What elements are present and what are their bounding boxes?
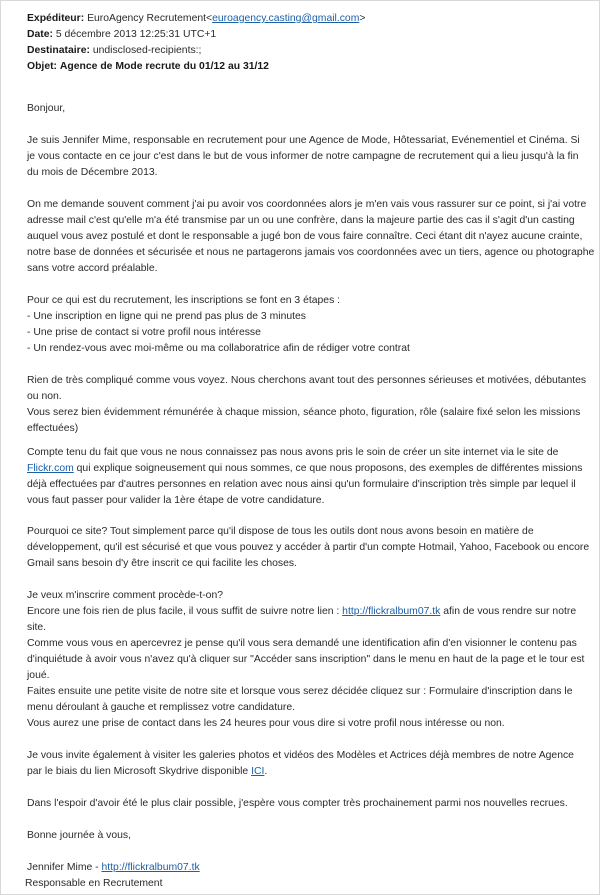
from-email-link[interactable]: euroagency.casting@gmail.com — [212, 13, 360, 24]
p1-line: Je suis Jennifer Mime, responsable en recrutement pour une Agence de Mode, Hôtessariat, Evénementiel et Cinéma. Si — [27, 135, 580, 146]
p7-line: site. — [27, 622, 47, 633]
p6-line: Gmail sans besoin d'y être inscrit ce qui facilite les choses. — [27, 558, 297, 569]
p1-line: je vous contacte en ce jour c'est dans le but de vous informer de notre campagne de recrutement qui a lieu jusqu'à la fin — [27, 151, 579, 162]
from-label: Expéditeur: — [27, 13, 85, 24]
p8-line-with-link — [27, 764, 267, 780]
p2-line: adresse mail c'est qu'elle m'a été transmise par un ou une confrère, dans la majeure partie des cas il s'agit d'un casting — [27, 215, 575, 226]
p3-line: Pour ce qui est du recrutement, les inscriptions se font en 3 étapes : — [27, 295, 341, 306]
p7-line: menu déroulant à gauche et remplissez votre candidature. — [27, 702, 296, 713]
p4-line: effectuées) — [27, 423, 79, 434]
to-label: Destinataire: — [27, 45, 90, 56]
p7-line: Vous aurez une prise de contact dans les 24 heures pour vous dire si votre profil nous intéresse ou non. — [27, 718, 505, 729]
p2-line: On me demande souvent comment j'ai pu avoir vos coordonnées alors je m'en vais vous rassurer sur ce point, si j'ai votre — [27, 199, 587, 210]
p7-line-with-link — [27, 604, 576, 620]
p8-line-text: par le biais du lien Microsoft Skydrive disponible — [27, 766, 252, 777]
p5-line: déjà effectuées par d'autres personnes en relation avec nous ainsi qu'un formulaire d'inscription très simple par lequel il — [27, 479, 576, 490]
p6-line: développement, qu'il est sécurisé et que vous pouvez y accéder à partir d'un compte Hotmail, Yahoo, Facebook ou encore — [27, 542, 590, 553]
signature-name-line — [27, 860, 200, 876]
closing: Bonne journée à vous, — [27, 830, 131, 841]
signature-name: Jennifer Mime - — [27, 862, 102, 873]
p2-line: notre base de données et sécurisée et nous ne partagerons jamais vos coordonnées avec un tiers, agence ou photographe — [27, 247, 595, 258]
p7-line-text: Encore une fois rien de plus facile, il vous suffit de suivre notre lien : — [27, 606, 343, 617]
subject-value: Agence de Mode recrute du 01/12 au 31/12 — [59, 61, 269, 72]
header-to — [27, 43, 201, 59]
header-from: Expéditeur: EuroAgency Recrutement<euroagency.casting@gmail.com> — [27, 13, 366, 24]
p2-line: sans votre accord préalable. — [27, 263, 158, 274]
p4-line: Rien de très compliqué comme vous voyez. Nous cherchons avant tout des personnes sérieuses et motivées, débutantes — [27, 375, 587, 386]
header-date — [27, 27, 216, 43]
p5-line-with-link — [27, 461, 582, 477]
p9-line: Dans l'espoir d'avoir été le plus clair possible, j'espère vous compter très prochainement parmi nos nouvelles recrues. — [27, 798, 568, 809]
p2-line: auquel vous avez postulé et dont le responsable a jugé bon de vous faire connaître. Ceci étant dit n'ayez aucune crainte, — [27, 231, 583, 242]
p4-line: Vous serez bien évidemment rémunérée à chaque mission, séance photo, figuration, rôle (salaire fixé selon les missions — [27, 407, 581, 418]
header-subject — [27, 59, 269, 75]
flickr-link[interactable]: Flickr.com — [27, 463, 74, 474]
p6-line: Pourquoi ce site? Tout simplement parce qu'il dispose de tous les outils dont nous avons besoin en matière de — [27, 526, 534, 537]
p5-line: vous faut passer pour valider la 1ère étape de votre candidature. — [27, 495, 325, 506]
p5-line: Compte tenu du fait que vous ne nous connaissez pas nous avons pris le soin de créer un site internet via le site de — [27, 447, 559, 458]
p3-list-item: - Un rendez-vous avec moi-même ou ma collaboratrice afin de rédiger votre contrat — [27, 343, 410, 354]
signature-title: Responsable en Recrutement — [25, 878, 163, 889]
flickralbum-link[interactable]: http://flickralbum07.tk — [342, 606, 441, 617]
from-name: EuroAgency Recrutement — [87, 13, 207, 24]
p4-line: ou non. — [27, 391, 62, 402]
date-label: Date: — [27, 29, 53, 40]
p7-line: Faites ensuite une petite visite de notre site et lorsque vous serez décidée cliquez sur : Formulaire d'inscription dans le — [27, 686, 573, 697]
to-value: undisclosed-recipients:; — [92, 45, 202, 56]
subject-label: Objet: — [27, 61, 58, 72]
p8-line: Je vous invite également à visiter les galeries photos et vidéos des Modèles et Actrices déjà membres de notre Agence — [27, 750, 574, 761]
ici-link[interactable]: ICI — [251, 766, 265, 777]
date-value: 5 décembre 2013 12:25:31 UTC+1 — [55, 29, 217, 40]
p8-line-text: . — [264, 766, 268, 777]
signature-link[interactable]: http://flickralbum07.tk — [101, 862, 200, 873]
p7-line: d'inquiétude à avoir vous n'avez qu'à cliquer sur "Accéder sans inscription" dans le menu en haut de la page et le tour est — [27, 654, 585, 665]
p7-line: joué. — [27, 670, 50, 681]
p3-list-item: - Une prise de contact si votre profil nous intéresse — [27, 327, 261, 338]
p5-line-text: qui explique soigneusement qui nous sommes, ce que nous proposons, des exemples de différentes missions — [73, 463, 583, 474]
p3-list-item: - Une inscription en ligne qui ne prend pas plus de 3 minutes — [27, 311, 306, 322]
p7-line: Comme vous vous en apercevrez je pense qu'il vous sera demandé une identification afin d'en visionner le contenu pas — [27, 638, 577, 649]
p7-question: Je veux m'inscrire comment procède-t-on? — [27, 590, 224, 601]
p1-line: du mois de Décembre 2013. — [27, 167, 158, 178]
p7-line-text: afin de vous rendre sur notre — [440, 606, 577, 617]
greeting: Bonjour, — [27, 103, 66, 114]
